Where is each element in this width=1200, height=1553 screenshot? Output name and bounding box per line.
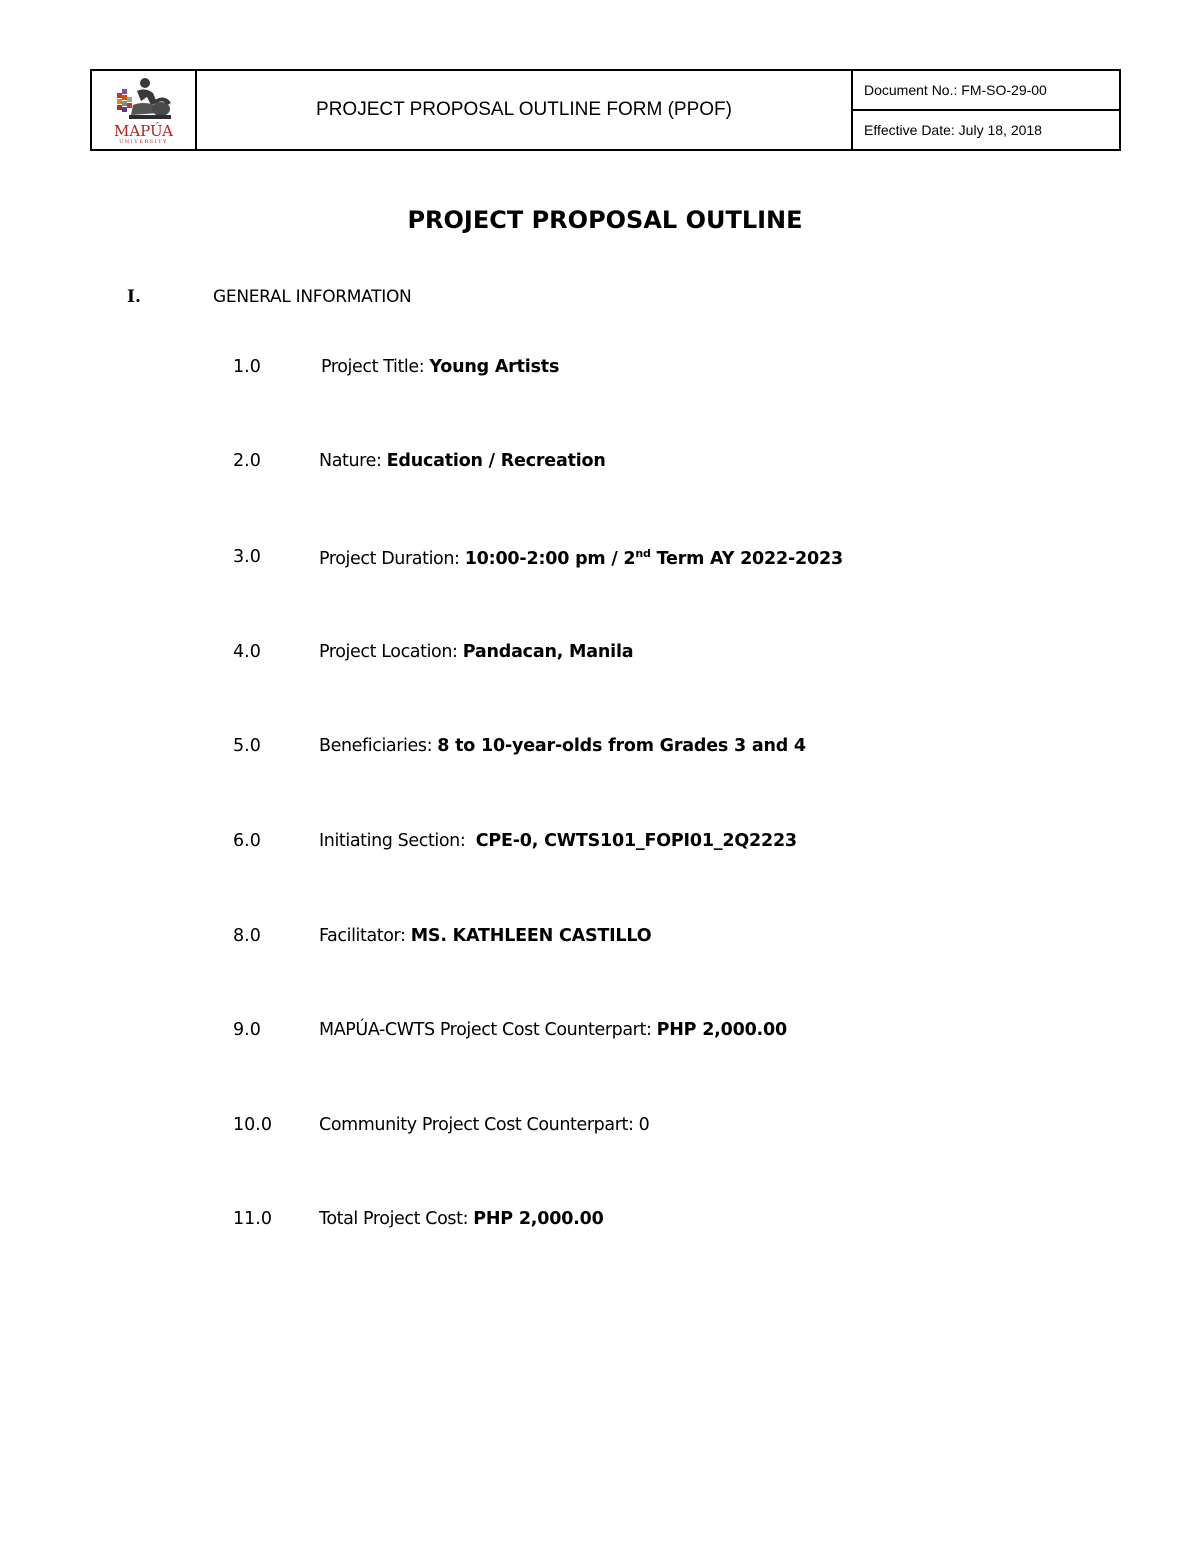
document-header [90,69,1121,151]
item-value: CPE-0, CWTS101_FOPI01_2Q2223 [475,831,797,851]
document-number: Document No.: FM-SO-29-00 [864,82,1047,98]
section-title: GENERAL INFORMATION [213,287,412,307]
item-label: Nature: [319,451,387,471]
list-item [0,736,1200,766]
list-item [0,357,1200,387]
item-value: PHP 2,000.00 [473,1209,604,1229]
item-value: 10:00-2:00 pm / 2 [464,548,636,569]
item-label: MAPÚA-CWTS Project Cost Counterpart: [319,1020,657,1040]
item-number: 10.0 [233,1115,272,1135]
item-label: Total Project Cost: [319,1209,474,1229]
item-number: 3.0 [233,547,261,567]
item-label: Project Duration: [319,548,465,569]
item-value: PHP 2,000.00 [656,1020,787,1040]
item-number: 2.0 [233,451,261,471]
item-number: 6.0 [233,831,261,851]
item-value: MS. KATHLEEN CASTILLO [410,926,652,946]
item-label: Project Title: [321,357,430,377]
item-label: Project Location: [319,642,463,662]
item-value: Pandacan, Manila [462,642,634,662]
item-value-continued: Term AY 2022-2023 [650,548,843,569]
item-value: 8 to 10-year-olds from Grades 3 and 4 [437,736,806,756]
section-number: I. [127,287,141,307]
item-number: 11.0 [233,1209,272,1229]
list-item [0,831,1200,861]
list-item [0,926,1200,956]
item-label: Facilitator: [319,926,411,946]
item-number: 5.0 [233,736,261,756]
page-title: PROJECT PROPOSAL OUTLINE [407,206,803,234]
item-number: 8.0 [233,926,261,946]
list-item [0,642,1200,672]
document-info [853,71,1119,149]
form-title: PROJECT PROPOSAL OUTLINE FORM (PPOF) [197,71,853,149]
item-number: 4.0 [233,642,261,662]
list-item [0,451,1200,481]
list-item [0,1209,1200,1239]
list-item [0,547,1200,577]
item-number: 9.0 [233,1020,261,1040]
item-label: Initiating Section: [319,831,476,851]
item-value: Young Artists [429,357,560,377]
mapua-emblem-icon [113,75,175,123]
item-value-superscript: nd [635,547,651,560]
item-number: 1.0 [233,357,261,377]
item-value: Education / Recreation [386,451,606,471]
effective-date: Effective Date: July 18, 2018 [853,109,1119,149]
logo-subtext: UNIVERSITY [119,139,168,145]
logo-wordmark: MAPÚA [113,122,174,140]
list-item [0,1020,1200,1050]
list-item [0,1115,1200,1145]
university-logo [92,71,197,149]
item-label: Community Project Cost Counterpart: 0 [319,1115,650,1135]
item-label: Beneficiaries: [319,736,438,756]
